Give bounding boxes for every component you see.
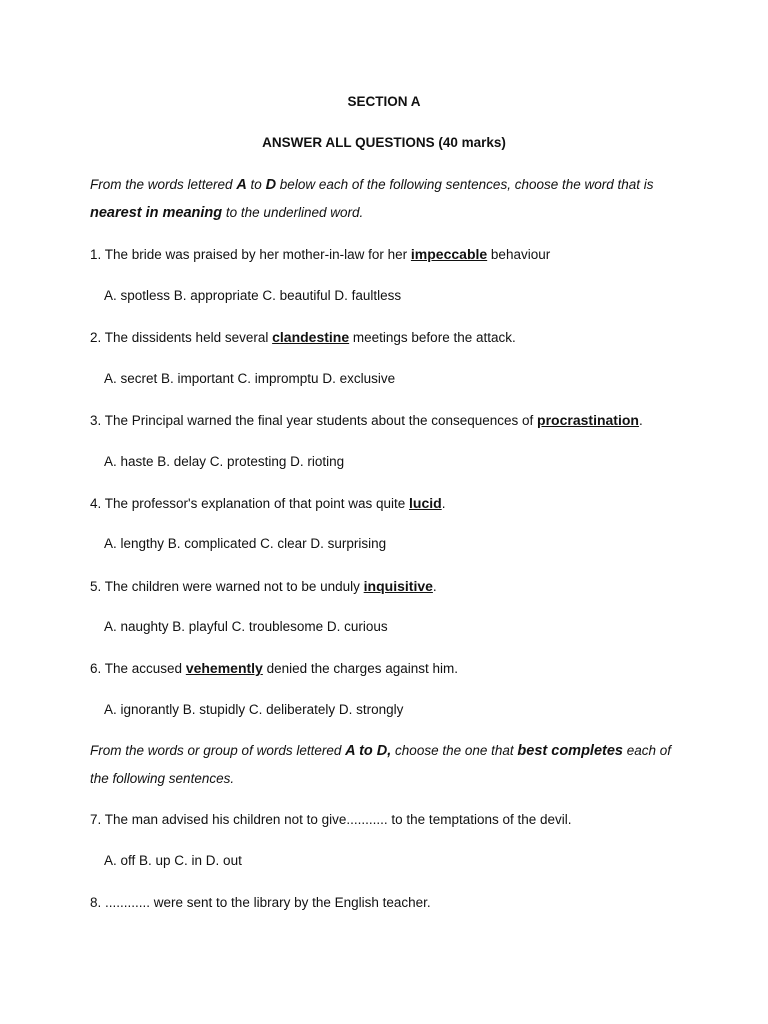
question-6 [90,659,458,678]
question-4 [90,494,445,513]
question-text: 1. The bride was praised by her mother-in-law for her [90,247,411,262]
question-text: meetings before the attack. [349,330,516,345]
question-3-options: A. haste B. delay C. protesting D. rioting [104,454,345,469]
underlined-word: impeccable [410,246,488,262]
intro-text: From the words or group of words lettered [90,743,346,758]
question-1 [90,245,550,264]
question-5 [90,577,437,596]
letters-a-to-d: A to D, [345,743,392,759]
question-text: 5. The children were warned not to be unduly [90,579,364,594]
question-3 [90,411,643,430]
section-title: SECTION A [347,94,421,109]
question-text: 3. The Principal warned the final year students about the consequences of [90,413,538,428]
question-text: 4. The professor's explanation of that point was quite [90,496,410,511]
part1-intro-line2 [90,204,363,222]
question-text: 6. The accused [90,661,186,676]
question-5-options: A. naughty B. playful C. troublesome D. curious [104,619,388,634]
intro-text: below each of the following sentences, choose the word that is [276,177,654,192]
underlined-word: procrastination [537,412,639,428]
question-text: . [638,413,643,428]
instructions-heading: ANSWER ALL QUESTIONS (40 marks) [262,135,506,150]
question-4-options: A. lengthy B. complicated C. clear D. surprising [104,536,387,551]
letter-d: D [265,177,277,193]
part1-intro-line1 [90,176,654,194]
question-1-options: A. spotless B. appropriate C. beautiful D. faultless [104,288,402,303]
intro-text: to [246,177,266,192]
question-text: . [432,579,437,594]
underlined-word: vehemently [185,660,263,676]
question-2-options: A. secret B. important C. impromptu D. exclusive [104,371,396,386]
intro-text: choose the one that [391,743,518,758]
question-8: 8. ............ were sent to the library by the English teacher. [90,895,431,910]
underlined-word: inquisitive [363,578,433,594]
underlined-word: lucid [409,495,442,511]
question-text: behaviour [487,247,551,262]
part2-intro-line1 [90,742,671,760]
emphasis-text: nearest in meaning [90,205,223,221]
question-7-options: A. off B. up C. in D. out [104,853,242,868]
letter-a: A [236,177,247,193]
question-7: 7. The man advised his children not to give........... to the temptations of the devil. [90,812,572,827]
part2-intro-line2: the following sentences. [90,771,235,786]
question-6-options: A. ignorantly B. stupidly C. deliberately D. strongly [104,702,404,717]
underlined-word: clandestine [272,329,350,345]
emphasis-text: best completes [517,743,623,759]
intro-text: to the underlined word. [222,205,364,220]
intro-text: each of [622,743,672,758]
question-text: denied the charges against him. [262,661,458,676]
question-text: 2. The dissidents held several [90,330,273,345]
question-2 [90,328,516,347]
question-text: . [441,496,446,511]
intro-text: From the words lettered [90,177,237,192]
